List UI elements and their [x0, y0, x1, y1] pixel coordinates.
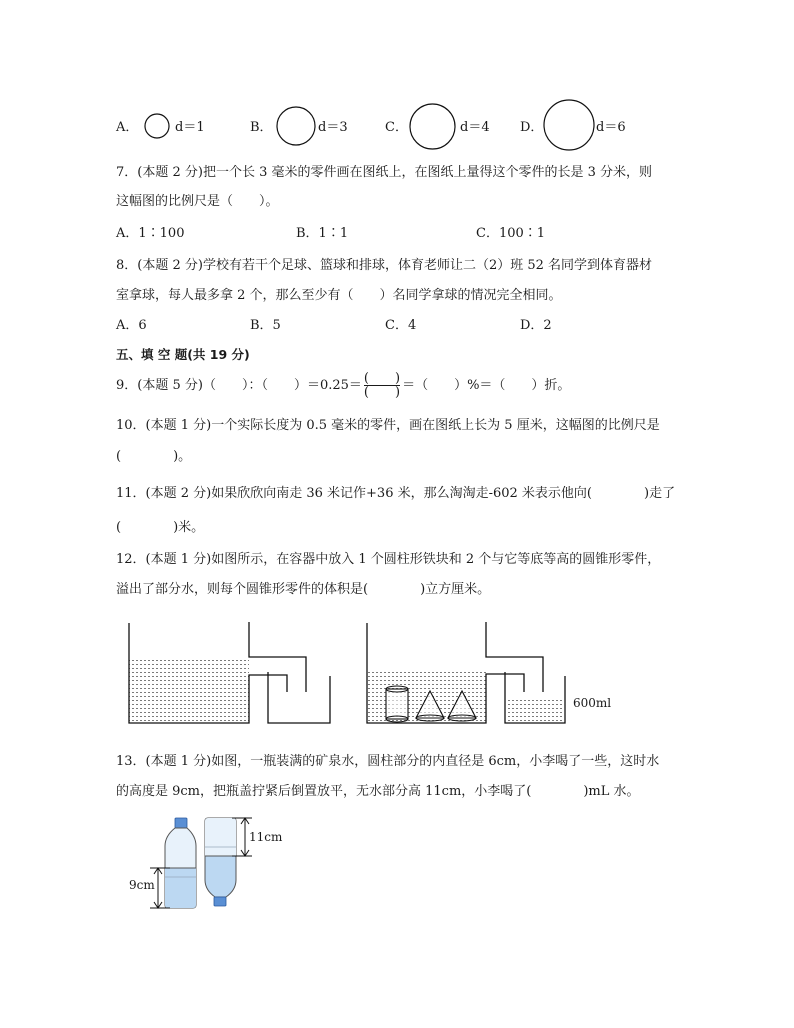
q12-line2: 溢出了部分水，则每个圆锥形零件的体积是( )立方厘米。: [116, 582, 491, 597]
q8-line1: 8．(本题 2 分)学校有若干个足球、篮球和排球，体育老师让二（2）班 52 名同学到体育器材: [116, 258, 653, 273]
q8-option-a: A．6: [116, 318, 147, 333]
bottle-inverted: [205, 818, 236, 906]
q6-option-a-text: d＝1: [175, 120, 205, 135]
q6-option-d-letter: D．: [520, 120, 544, 135]
q10-line1: 10．(本题 1 分)一个实际长度为 0.5 毫米的零件，画在图纸上长为 5 厘米，这幅图的比例尺是: [116, 418, 660, 433]
q8-option-c: C．4: [385, 318, 417, 333]
q9-fraction-bottom: ( ): [363, 385, 401, 400]
q6-option-a-letter: A．: [116, 120, 139, 135]
q11-line1: 11．(本题 2 分)如果欣欣向南走 36 米记作+36 米，那么淘淘走-602 米表示他向( )走了: [116, 486, 676, 501]
q7-option-a: A．1∶100: [116, 226, 185, 241]
q12-line1: 12．(本题 1 分)如图所示，在容器中放入 1 个圆柱形铁块和 2 个与它等底等高的圆锥形零件，: [116, 552, 661, 567]
q9-suffix: ＝（ ）%＝（ ）折。: [402, 378, 571, 393]
q8-line2: 室拿球，每人最多拿 2 个，那么至少有（ ）名同学拿球的情况完全相同。: [116, 288, 562, 303]
q7-option-c: C．100∶1: [476, 226, 546, 241]
q13-line2: 的高度是 9cm，把瓶盖拧紧后倒置放平，无水部分高 11cm，小李喝了( )mL 水。: [116, 784, 640, 799]
q9-prefix: 9．(本题 5 分)（ ）：（ ）＝0.25＝: [116, 378, 362, 393]
q10-line2: ( )。: [116, 449, 192, 464]
q6-option-c-letter: C．: [385, 120, 408, 135]
q7-line1: 7．(本题 2 分)把一个长 3 毫米的零件画在图纸上，在图纸上量得这个零件的长是 3 分米，则: [116, 165, 653, 180]
empty-height-label: 11cm: [249, 830, 283, 844]
q6-option-b-text: d＝3: [318, 120, 348, 135]
q8-option-d: D．2: [520, 318, 552, 333]
overflow-volume-label: 600ml: [573, 696, 612, 710]
q7-line2: 这幅图的比例尺是（ ）。: [116, 194, 279, 209]
q9-fraction-top: ( ): [363, 371, 401, 386]
q6-option-d-text: d＝6: [596, 120, 626, 135]
q6-option-b-letter: B．: [250, 120, 273, 135]
water-height-label: 9cm: [129, 878, 155, 892]
q8-option-b: B．5: [250, 318, 281, 333]
q11-line2: ( )米。: [116, 520, 205, 535]
q7-option-b: B．1∶1: [296, 226, 349, 241]
q6-option-c-text: d＝4: [460, 120, 490, 135]
q13-line1: 13．(本题 1 分)如图，一瓶装满的矿泉水，圆柱部分的内直径是 6cm，小李喝了一些，这时水: [116, 754, 660, 769]
bottle-upright: [165, 818, 196, 908]
section-five-title: 五、填 空 题(共 19 分): [116, 347, 250, 362]
